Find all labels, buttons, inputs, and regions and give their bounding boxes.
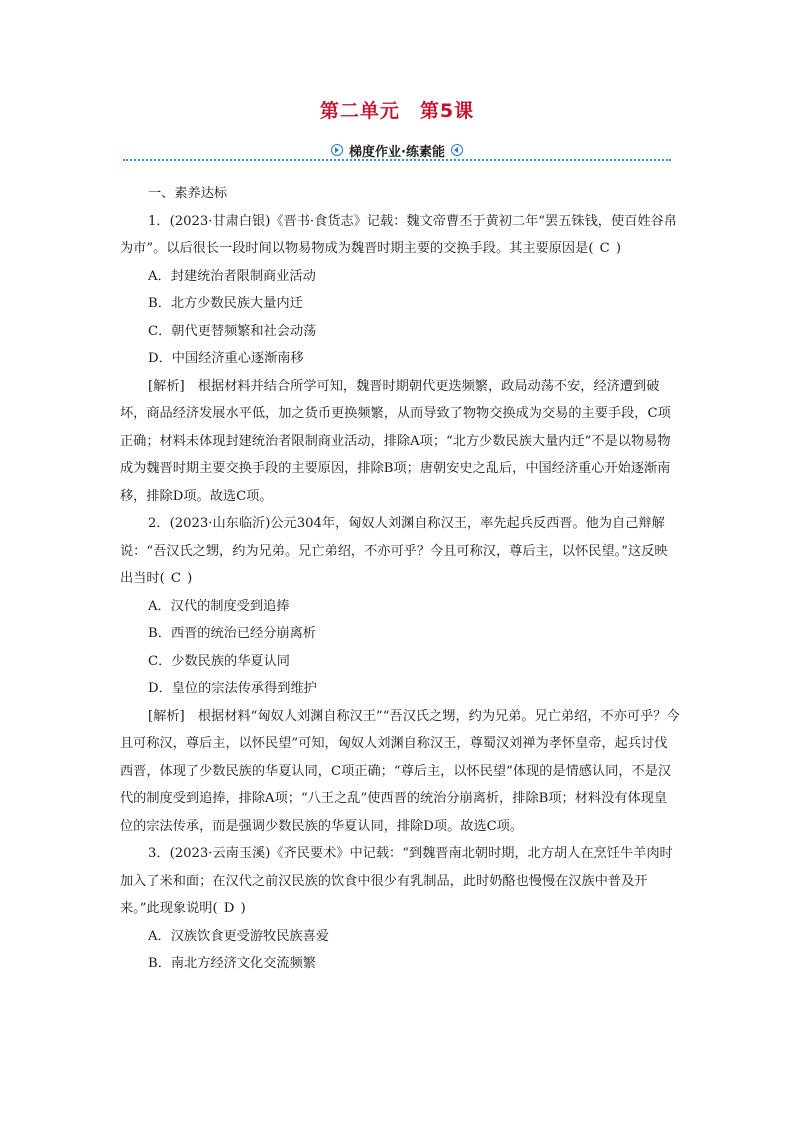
page-title: 第二单元 第5课 [319, 100, 475, 122]
question-answer: ( C ) [588, 241, 623, 256]
question-3-stem [120, 840, 680, 923]
option-c: C．朝代更替频繁和社会动荡 [148, 323, 317, 339]
banner-text: 梯度作业·练素能 [349, 144, 445, 160]
question-answer: ( D ) [212, 901, 247, 916]
banner-label [325, 141, 469, 159]
question-1-stem [120, 208, 680, 263]
question-answer: ( C ) [159, 571, 194, 586]
question-stem-text: 3．(2023·云南玉溪)《齐民要术》中记载：“到魏晋南北朝时期，北方胡人在烹饪牛羊肉时加入了米和面；在汉代之前汉民族的饮食中很少有乳制品，此时奶酪也慢慢在汉族中普及开来。”此现象说明 [120, 846, 673, 916]
question-1-analysis: [解析] 根据材料并结合所学可知，魏晋时期朝代更迭频繁，政局动荡不安，经济遭到破坏，商品经济发展水平低，加之货币更换频繁，从而导致了物物交换成为交易的主要手段，C项正确；材料未体现封建统治者限制商业活动，排除A项；“北方少数民族大量内迁”不是以物易物成为魏晋时期主要交换手段的主要原因，排除B项；唐朝安史之乱后，中国经济重心开始逐渐南移，排除D项。故选C项。 [120, 378, 671, 504]
option-b: B．南北方经济文化交流频繁 [148, 956, 316, 971]
option-b: B．西晋的统治已经分崩离析 [148, 626, 316, 641]
option-b: B．北方少数民族大量内迁 [148, 296, 303, 311]
section-banner [123, 141, 671, 163]
question-2-stem [120, 510, 680, 593]
question-stem-text: 2．(2023·山东临沂)公元304年，匈奴人刘渊自称汉王，率先起兵反西晋。他为自己辩解说：“吾汉氏之甥，约为兄弟。兄亡弟绍，不亦可乎？今且可称汉，尊后主，以怀民望。”这反映出当时 [120, 516, 668, 586]
question-stem-text: 1．(2023·甘肃白银)《晋书·食货志》记载：魏文帝曹丕于黄初二年“罢五铢钱，使百姓谷帛为市”。以后很长一段时间以物易物成为魏晋时期主要的交换手段。其主要原因是 [120, 213, 677, 256]
document-body [120, 180, 680, 978]
option-a: A．封建统治者限制商业活动 [148, 268, 316, 284]
option-d: D．中国经济重心逐渐南移 [148, 351, 304, 366]
play-left-icon [451, 144, 463, 156]
option-a: A．汉族饮食更受游牧民族喜爱 [148, 928, 329, 944]
section-heading: 一、素养达标 [148, 186, 228, 201]
option-d: D．皇位的宗法传承得到维护 [148, 681, 317, 696]
question-2-analysis: [解析] 根据材料“匈奴人刘渊自称汉王”“吾汉氏之甥，约为兄弟。兄亡弟绍，不亦可乎？今且可称汉，尊后主，以怀民望”可知，匈奴人刘渊自称汉王，尊蜀汉刘禅为孝怀皇帝，起兵讨伐西晋，体现了少数民族的华夏认同，C项正确；“尊后主，以怀民望”体现的是情感认同，不是汉代的制度受到追捧，排除A项；“八王之乱”使西晋的统治分崩离析，排除B项；材料没有体现皇位的宗法传承，而是强调少数民族的华夏认同，排除D项。故选C项。 [120, 708, 680, 834]
play-right-icon [331, 144, 343, 156]
option-a: A．汉代的制度受到追捧 [148, 598, 290, 614]
option-c: C．少数民族的华夏认同 [148, 653, 290, 669]
